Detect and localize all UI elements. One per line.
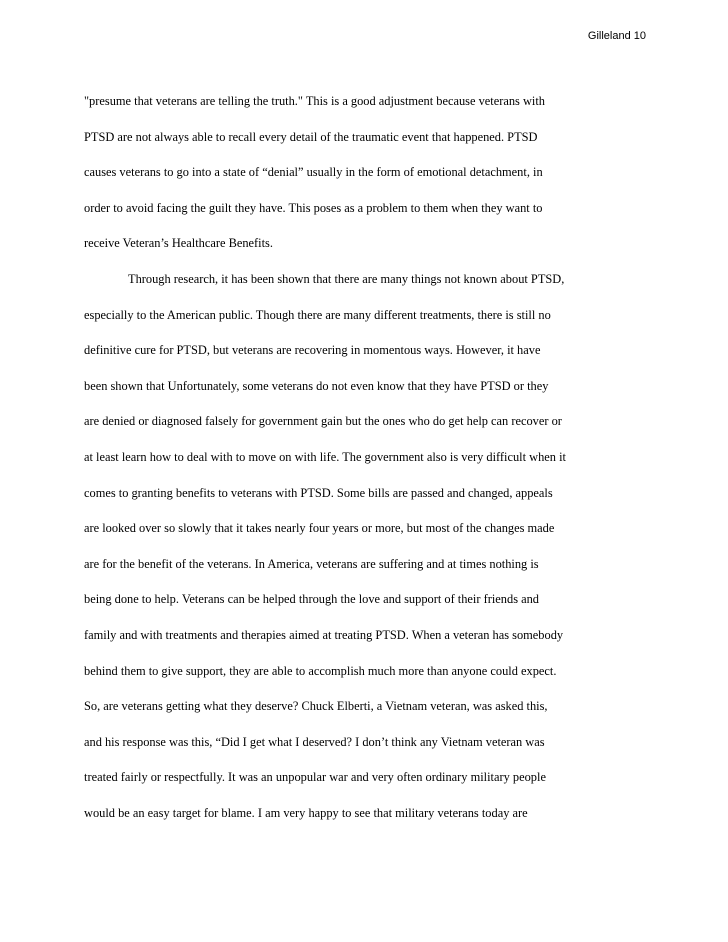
paragraph-1-line-4: order to avoid facing the guilt they have. This poses as a problem to them when they want to (84, 200, 543, 215)
paragraph-2-line-11: family and with treatments and therapies aimed at treating PTSD. When a veteran has somebody (84, 627, 564, 642)
paragraph-2-line-7: comes to granting benefits to veterans with PTSD. Some bills are passed and changed, appeals (84, 485, 553, 500)
paragraph-1-line-5: receive Veteran’s Healthcare Benefits. (84, 236, 273, 251)
paragraph-1-line-2: PTSD are not always able to recall every detail of the traumatic event that happened. PTSD (84, 129, 538, 144)
paragraph-2-line-9: are for the benefit of the veterans. In America, veterans are suffering and at times nothing is (84, 556, 539, 571)
paragraph-2-line-1: Through research, it has been shown that there are many things not known about PTSD, (128, 271, 565, 286)
paragraph-2-line-3: definitive cure for PTSD, but veterans are recovering in momentous ways. However, it have (84, 343, 541, 358)
paragraph-2-line-13: So, are veterans getting what they deserve? Chuck Elberti, a Vietnam veteran, was asked this, (84, 699, 548, 714)
paragraph-2-line-8: are looked over so slowly that it takes nearly four years or more, but most of the changes made (84, 521, 555, 536)
paragraph-2-line-14: and his response was this, “Did I get what I deserved? I don’t think any Vietnam veteran was (84, 734, 545, 749)
running-header: Gilleland 10 (587, 30, 646, 42)
paragraph-1-line-1: "presume that veterans are telling the truth." This is a good adjustment because veterans with (84, 94, 545, 108)
body-text (84, 84, 654, 831)
paragraph-2-line-12: behind them to give support, they are able to accomplish much more than anyone could expect. (84, 663, 557, 678)
paragraph-2-line-5: are denied or diagnosed falsely for government gain but the ones who do get help can recover or (84, 414, 562, 429)
paragraph-2-line-2: especially to the American public. Though there are many different treatments, there is still no (84, 307, 551, 322)
paragraph-2-line-6: at least learn how to deal with to move on with life. The government also is very difficult when it (84, 449, 566, 464)
paragraph-1-line-3: causes veterans to go into a state of “denial” usually in the form of emotional detachment, in (84, 165, 543, 180)
paragraph-2-line-4: been shown that Unfortunately, some veterans do not even know that they have PTSD or they (84, 378, 549, 393)
paragraph-2-line-10: being done to help. Veterans can be helped through the love and support of their friends and (84, 592, 539, 607)
paragraph-2-line-16: would be an easy target for blame. I am very happy to see that military veterans today are (84, 805, 528, 820)
paragraph-2-line-15: treated fairly or respectfully. It was an unpopular war and very often ordinary military people (84, 770, 546, 785)
